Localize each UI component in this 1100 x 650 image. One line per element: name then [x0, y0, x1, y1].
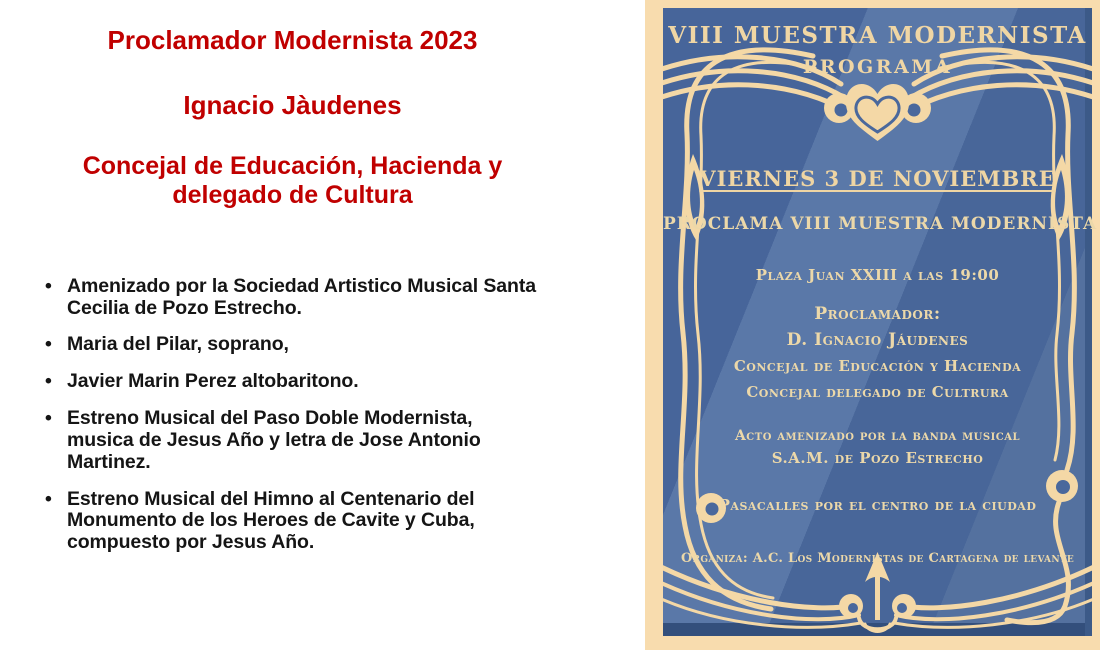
poster-panel	[663, 8, 1098, 636]
poster-title: VIII MUESTRA MODERNISTA	[668, 22, 1087, 49]
bullet-item-3	[45, 371, 540, 393]
bullet-marker	[45, 334, 67, 356]
poster-place-time-line: Plaza Juan XXIII a las 19:00	[755, 266, 1000, 284]
poster-band-line-1: Acto amenizado por la banda musical	[734, 428, 1021, 444]
slide-title: Proclamador Modernista 2023	[107, 25, 478, 55]
bullet-item-5	[45, 489, 540, 554]
bullet-marker	[45, 276, 67, 320]
event-poster	[645, 0, 1100, 650]
bullet-text: Estreno Musical del Paso Doble Modernista, musica de Jesus Año y letra de Jose Antonio Martinez.	[67, 407, 481, 473]
bullet-text: Estreno Musical del Himno al Centenario del Monumento de los Heroes de Cavite y Cuba, compuesto por Jesus Año.	[67, 487, 475, 554]
bullet-marker	[45, 408, 67, 473]
bullet-item-1	[45, 276, 540, 320]
speaker-role-heading: Concejal de Educación, Hacienda y delegado de Cultura	[82, 151, 503, 209]
bullet-text: Amenizado por la Sociedad Artistico Musical Santa Cecilia de Pozo Estrecho.	[67, 274, 536, 319]
bullet-text: Javier Marin Perez altobaritono.	[67, 370, 359, 393]
bullet-marker	[45, 371, 67, 393]
bullet-text: Maria del Pilar, soprano,	[67, 333, 289, 356]
poster-program-label: PROGRAMA	[802, 56, 953, 78]
poster-proclamador-label: Proclamador:	[814, 304, 941, 324]
poster-organiza-line: Organiza: A.C. Los Modernistas de Cartagena de levante	[680, 551, 1075, 566]
bullet-list	[45, 276, 540, 554]
poster-proclama-line: PROCLAMA VIII MUESTRA MODERNISTA	[663, 214, 1098, 234]
bullet-item-4	[45, 408, 540, 473]
bullet-item-2	[45, 334, 540, 356]
poster-proclamador-name: D. Ignacio Jáudenes	[786, 330, 969, 350]
poster-pasacalles-line: Pasacalles por el centro de la ciudad	[718, 496, 1037, 514]
poster-date-line: VIERNES 3 DE NOVIEMBRE	[699, 166, 1056, 191]
bullet-marker	[45, 489, 67, 554]
poster-role-line-1: Concejal de Educación y Hacienda	[733, 357, 1022, 375]
speaker-name-heading: Ignacio Jàudenes	[183, 89, 402, 120]
poster-role-line-2: Concejal delegado de Cultrura	[746, 383, 1009, 401]
poster-band-line-2: S.A.M. de Pozo Estrecho	[771, 449, 984, 467]
